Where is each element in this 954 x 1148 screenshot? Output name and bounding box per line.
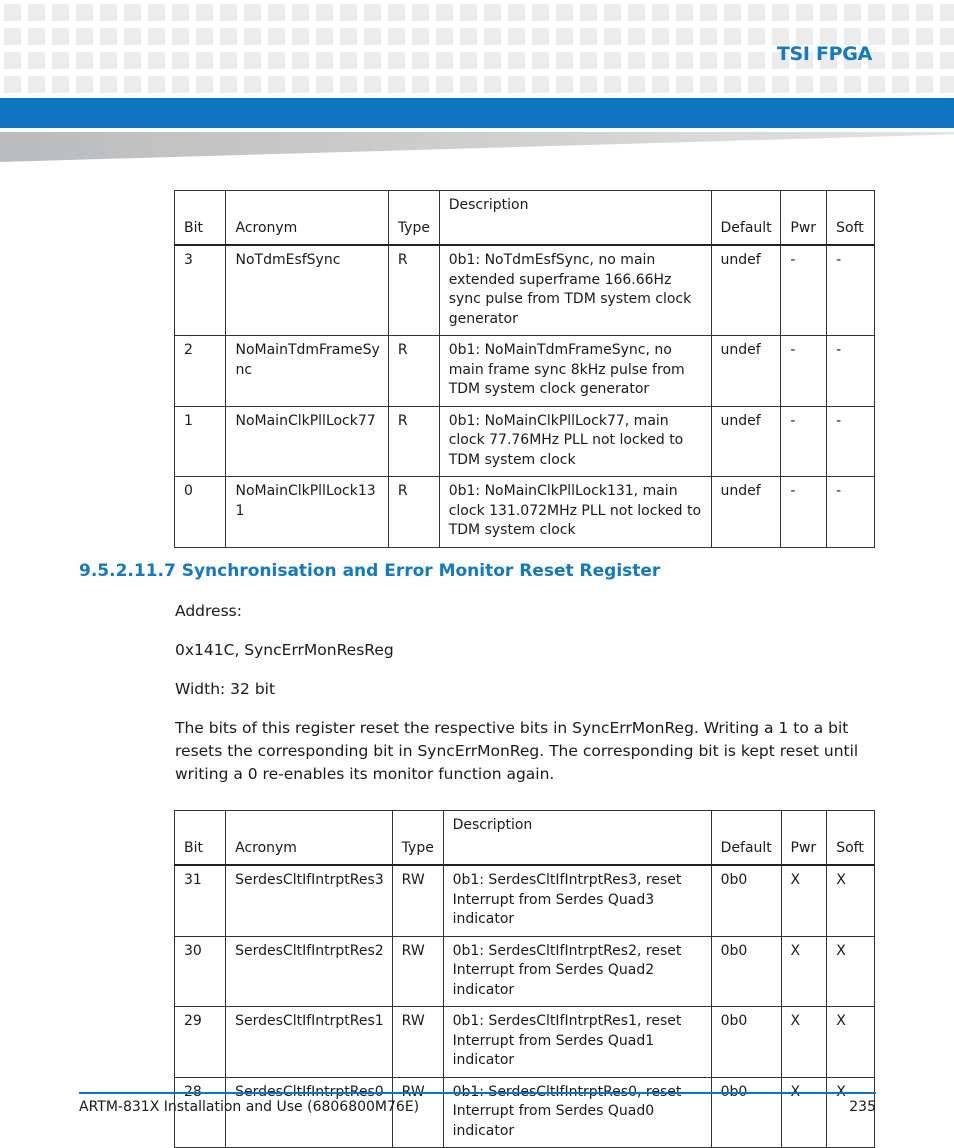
- cell-type: R: [388, 245, 439, 336]
- header-dot: [676, 52, 693, 69]
- header-dot: [412, 76, 429, 93]
- header-dot: [268, 76, 285, 93]
- header-dot: [820, 76, 837, 93]
- cell-type: RW: [392, 865, 443, 936]
- cell-bit: 3: [175, 245, 226, 336]
- header-dot: [748, 52, 765, 69]
- header-dot: [100, 76, 117, 93]
- header-dot: [700, 76, 717, 93]
- cell-acronym: NoMainClkPllLock77: [226, 406, 388, 477]
- header-dot: [292, 4, 309, 21]
- cell-description: 0b1: SerdesCltIfIntrptRes2, reset Interrupt from Serdes Quad2 indicator: [443, 936, 711, 1007]
- header-dot: [340, 76, 357, 93]
- header-dot: [28, 52, 45, 69]
- header-dot: [340, 28, 357, 45]
- header-dot: [316, 4, 333, 21]
- cell-default: undef: [711, 477, 781, 548]
- cell-bit: 29: [175, 1007, 226, 1078]
- header-dot: [4, 28, 21, 45]
- cell-bit: 1: [175, 406, 226, 477]
- header-dot: [652, 52, 669, 69]
- header-dot: [748, 76, 765, 93]
- header-dot: [556, 28, 573, 45]
- header-blue-band: [0, 98, 954, 128]
- col-header-default: Default: [711, 191, 781, 246]
- header-dot: [868, 4, 885, 21]
- cell-default: 0b0: [711, 1007, 781, 1078]
- table-header-row: [175, 191, 875, 246]
- header-dot: [196, 4, 213, 21]
- header-dot: [316, 52, 333, 69]
- header-dot: [892, 4, 909, 21]
- header-dot: [244, 76, 261, 93]
- header-dot: [580, 52, 597, 69]
- document-title: TSI FPGA: [776, 43, 872, 65]
- header-dot: [124, 28, 141, 45]
- cell-bit: 2: [175, 336, 226, 407]
- header-dot: [916, 52, 933, 69]
- header-dot: [724, 28, 741, 45]
- col-header-acronym: Acronym: [226, 811, 393, 866]
- header-dot: [220, 76, 237, 93]
- header-dot: [700, 52, 717, 69]
- col-header-soft: Soft: [827, 191, 875, 246]
- cell-soft: -: [827, 477, 875, 548]
- header-dot: [268, 4, 285, 21]
- table-row: [175, 406, 875, 477]
- header-dot: [748, 28, 765, 45]
- header-dot: [316, 28, 333, 45]
- header-dot: [940, 52, 954, 69]
- header-dot: [460, 76, 477, 93]
- address-value: 0x141C, SyncErrMonResReg: [175, 641, 394, 659]
- header-dot: [892, 76, 909, 93]
- header-dot: [724, 76, 741, 93]
- header-dot: [508, 52, 525, 69]
- header-dot: [460, 52, 477, 69]
- cell-default: undef: [711, 336, 781, 407]
- cell-type: RW: [392, 936, 443, 1007]
- cell-soft: -: [827, 336, 875, 407]
- header-dot: [436, 52, 453, 69]
- col-header-pwr: Pwr: [781, 811, 827, 866]
- header-dot: [940, 4, 954, 21]
- header-dot: [268, 52, 285, 69]
- table-row: [175, 1007, 875, 1078]
- header-dot: [364, 4, 381, 21]
- header-dot: [892, 52, 909, 69]
- header-dot: [172, 4, 189, 21]
- header-dot: [700, 28, 717, 45]
- cell-soft: -: [827, 245, 875, 336]
- header-dot: [940, 76, 954, 93]
- table-row: [175, 477, 875, 548]
- col-header-default: Default: [711, 811, 781, 866]
- header-dot: [100, 4, 117, 21]
- header-dot: [748, 4, 765, 21]
- footer-document-name: ARTM-831X Installation and Use (6806800M76E): [79, 1099, 420, 1115]
- header-dot: [196, 52, 213, 69]
- col-header-acronym: Acronym: [226, 191, 388, 246]
- header-dot: [532, 76, 549, 93]
- header-dot: [28, 28, 45, 45]
- footer-divider: [79, 1092, 876, 1094]
- cell-soft: X: [827, 1007, 875, 1078]
- header-dot: [148, 4, 165, 21]
- header-dot: [460, 4, 477, 21]
- header-dot: [916, 76, 933, 93]
- header-dot: [172, 28, 189, 45]
- cell-soft: X: [827, 936, 875, 1007]
- cell-bit: 30: [175, 936, 226, 1007]
- col-header-description: Description: [439, 191, 711, 246]
- header-dot: [340, 52, 357, 69]
- cell-description: 0b1: NoMainClkPllLock77, main clock 77.76MHz PLL not locked to TDM system clock: [439, 406, 711, 477]
- col-header-bit: Bit: [175, 811, 226, 866]
- header-dot: [316, 76, 333, 93]
- cell-description: 0b1: NoMainClkPllLock131, main clock 131.072MHz PLL not locked to TDM system clock: [439, 477, 711, 548]
- header-dot: [220, 4, 237, 21]
- cell-pwr: -: [781, 245, 827, 336]
- header-dot: [100, 52, 117, 69]
- header-dot: [484, 4, 501, 21]
- cell-pwr: X: [781, 936, 827, 1007]
- header-dot: [292, 28, 309, 45]
- header-dot: [196, 28, 213, 45]
- cell-pwr: -: [781, 336, 827, 407]
- header-dot: [220, 28, 237, 45]
- col-header-pwr: Pwr: [781, 191, 827, 246]
- header-dot: [508, 28, 525, 45]
- header-dot: [700, 4, 717, 21]
- col-header-description: Description: [443, 811, 711, 866]
- cell-default: undef: [711, 406, 781, 477]
- header-dot: [724, 52, 741, 69]
- header-dot: [148, 76, 165, 93]
- header-dot: [580, 76, 597, 93]
- header-dot: [916, 28, 933, 45]
- header-dot: [292, 76, 309, 93]
- cell-pwr: [781, 1077, 827, 1148]
- cell-acronym: SerdesCltIfIntrptRes2: [226, 936, 393, 1007]
- header-dot: [388, 52, 405, 69]
- header-dot: [508, 76, 525, 93]
- header-gray-band: [0, 132, 954, 162]
- header-dot: [772, 4, 789, 21]
- header-dot: [532, 52, 549, 69]
- header-dot: [628, 4, 645, 21]
- header-dot: [148, 28, 165, 45]
- header-dot: [364, 52, 381, 69]
- cell-pwr: -: [781, 477, 827, 548]
- header-dot: [628, 76, 645, 93]
- cell-description: 0b1: NoMainTdmFrameSync, no main frame sync 8kHz pulse from TDM system clock generator: [439, 336, 711, 407]
- header-dot: [412, 52, 429, 69]
- cell-soft: X: [827, 865, 875, 936]
- header-dot: [676, 76, 693, 93]
- cell-default: 0b0: [711, 936, 781, 1007]
- cell-description: Interrupt from Serdes Quad0 indicator: [443, 1077, 711, 1148]
- header-dot: [676, 28, 693, 45]
- cell-description: 0b1: NoTdmEsfSync, no main extended superframe 166.66Hz sync pulse from TDM system clock generator: [439, 245, 711, 336]
- cell-default: [711, 1077, 781, 1148]
- header-dot: [364, 76, 381, 93]
- header-dot: [4, 76, 21, 93]
- header-dot: [4, 4, 21, 21]
- header-dot: [436, 4, 453, 21]
- cell-type: R: [388, 406, 439, 477]
- header-dot: [124, 4, 141, 21]
- header-dot: [556, 4, 573, 21]
- header-dot: [628, 28, 645, 45]
- header-dot: [724, 4, 741, 21]
- table-row: [175, 936, 875, 1007]
- col-header-type: Type: [388, 191, 439, 246]
- header-dot: [388, 28, 405, 45]
- header-dot: [580, 4, 597, 21]
- cell-acronym: NoMainTdmFrameSy nc: [226, 336, 388, 407]
- header-dot: [532, 4, 549, 21]
- cell-acronym: NoMainClkPllLock13 1: [226, 477, 388, 548]
- header-dot: [364, 28, 381, 45]
- header-dot: [52, 76, 69, 93]
- header-dot: [172, 76, 189, 93]
- register-table-2: [174, 810, 875, 1148]
- cell-bit: 0: [175, 477, 226, 548]
- header-dot: [916, 4, 933, 21]
- header-dot: [124, 76, 141, 93]
- header-dot: [100, 28, 117, 45]
- cell-type: RW: [392, 1007, 443, 1078]
- header-dot: [652, 76, 669, 93]
- header-dot: [796, 76, 813, 93]
- header-dot: [76, 4, 93, 21]
- cell-pwr: -: [781, 406, 827, 477]
- cell-default: undef: [711, 245, 781, 336]
- address-label: Address:: [175, 602, 242, 620]
- header-dot: [196, 76, 213, 93]
- cell-type: R: [388, 336, 439, 407]
- header-dot: [796, 4, 813, 21]
- cell-acronym: SerdesCltIfIntrptRes3: [226, 865, 393, 936]
- header-dot: [508, 4, 525, 21]
- header-dot: [244, 28, 261, 45]
- col-header-type: Type: [392, 811, 443, 866]
- header-dot: [412, 4, 429, 21]
- header-dot: [604, 28, 621, 45]
- cell-description: 0b1: SerdesCltIfIntrptRes1, reset Interrupt from Serdes Quad1 indicator: [443, 1007, 711, 1078]
- header-dot: [652, 28, 669, 45]
- cell-type: R: [388, 477, 439, 548]
- cell-soft: -: [827, 406, 875, 477]
- cell-pwr: X: [781, 1007, 827, 1078]
- header-dot: [436, 76, 453, 93]
- header-dot: [604, 52, 621, 69]
- header-dot: [28, 4, 45, 21]
- cell-acronym: NoTdmEsfSync: [226, 245, 388, 336]
- header-dot: [484, 52, 501, 69]
- header-dot: [124, 52, 141, 69]
- header-dot: [436, 28, 453, 45]
- cell-bit: 31: [175, 865, 226, 936]
- cell-description: 0b1: SerdesCltIfIntrptRes3, reset Interrupt from Serdes Quad3 indicator: [443, 865, 711, 936]
- header-dot: [940, 28, 954, 45]
- header-dot: [268, 28, 285, 45]
- header-dot: [820, 4, 837, 21]
- header-dot: [868, 76, 885, 93]
- header-dot: [340, 4, 357, 21]
- header-dot: [388, 76, 405, 93]
- cell-acronym: SerdesCltIfIntrptRes1: [226, 1007, 393, 1078]
- header-dot: [628, 52, 645, 69]
- section-heading: 9.5.2.11.7 Synchronisation and Error Monitor Reset Register: [79, 561, 661, 581]
- header-dot: [652, 4, 669, 21]
- table-row: [175, 245, 875, 336]
- header-dot: [676, 4, 693, 21]
- header-dot: [772, 76, 789, 93]
- header-dot: [244, 52, 261, 69]
- page-number: 235: [849, 1099, 876, 1115]
- header-dot: [604, 76, 621, 93]
- header-dot: [4, 52, 21, 69]
- table-header-row: [175, 811, 875, 866]
- header-dot: [52, 4, 69, 21]
- header-dot: [484, 76, 501, 93]
- header-dot: [76, 28, 93, 45]
- register-description: The bits of this register reset the respective bits in SyncErrMonReg. Writing a 1 to a bit resets the corresponding bit in SyncErrMonReg. The corresponding bit is kept reset until writing a 0 re-enables its monitor function again.: [175, 719, 859, 783]
- header-dot: [844, 76, 861, 93]
- col-header-bit: Bit: [175, 191, 226, 246]
- header-dot: [580, 28, 597, 45]
- header-dot: [532, 28, 549, 45]
- header-dot: [292, 52, 309, 69]
- table-row: [175, 336, 875, 407]
- header-dot: [460, 28, 477, 45]
- header-dot: [556, 76, 573, 93]
- header-dot: [412, 28, 429, 45]
- register-width: Width: 32 bit: [175, 680, 276, 698]
- cell-pwr: X: [781, 865, 827, 936]
- header-dot: [244, 4, 261, 21]
- header-dot: [52, 28, 69, 45]
- header-dot: [844, 4, 861, 21]
- header-dot: [604, 4, 621, 21]
- header-dot: [220, 52, 237, 69]
- col-header-soft: Soft: [827, 811, 875, 866]
- header-dot: [76, 52, 93, 69]
- header-dot: [172, 52, 189, 69]
- header-dot: [148, 52, 165, 69]
- header-dot: [28, 76, 45, 93]
- header-dot: [76, 76, 93, 93]
- header-dot: [52, 52, 69, 69]
- header-dot: [556, 52, 573, 69]
- register-table-1: [174, 190, 875, 548]
- header-dot: [484, 28, 501, 45]
- cell-default: 0b0: [711, 865, 781, 936]
- header-dot: [892, 28, 909, 45]
- header-dot: [388, 4, 405, 21]
- table-row: [175, 865, 875, 936]
